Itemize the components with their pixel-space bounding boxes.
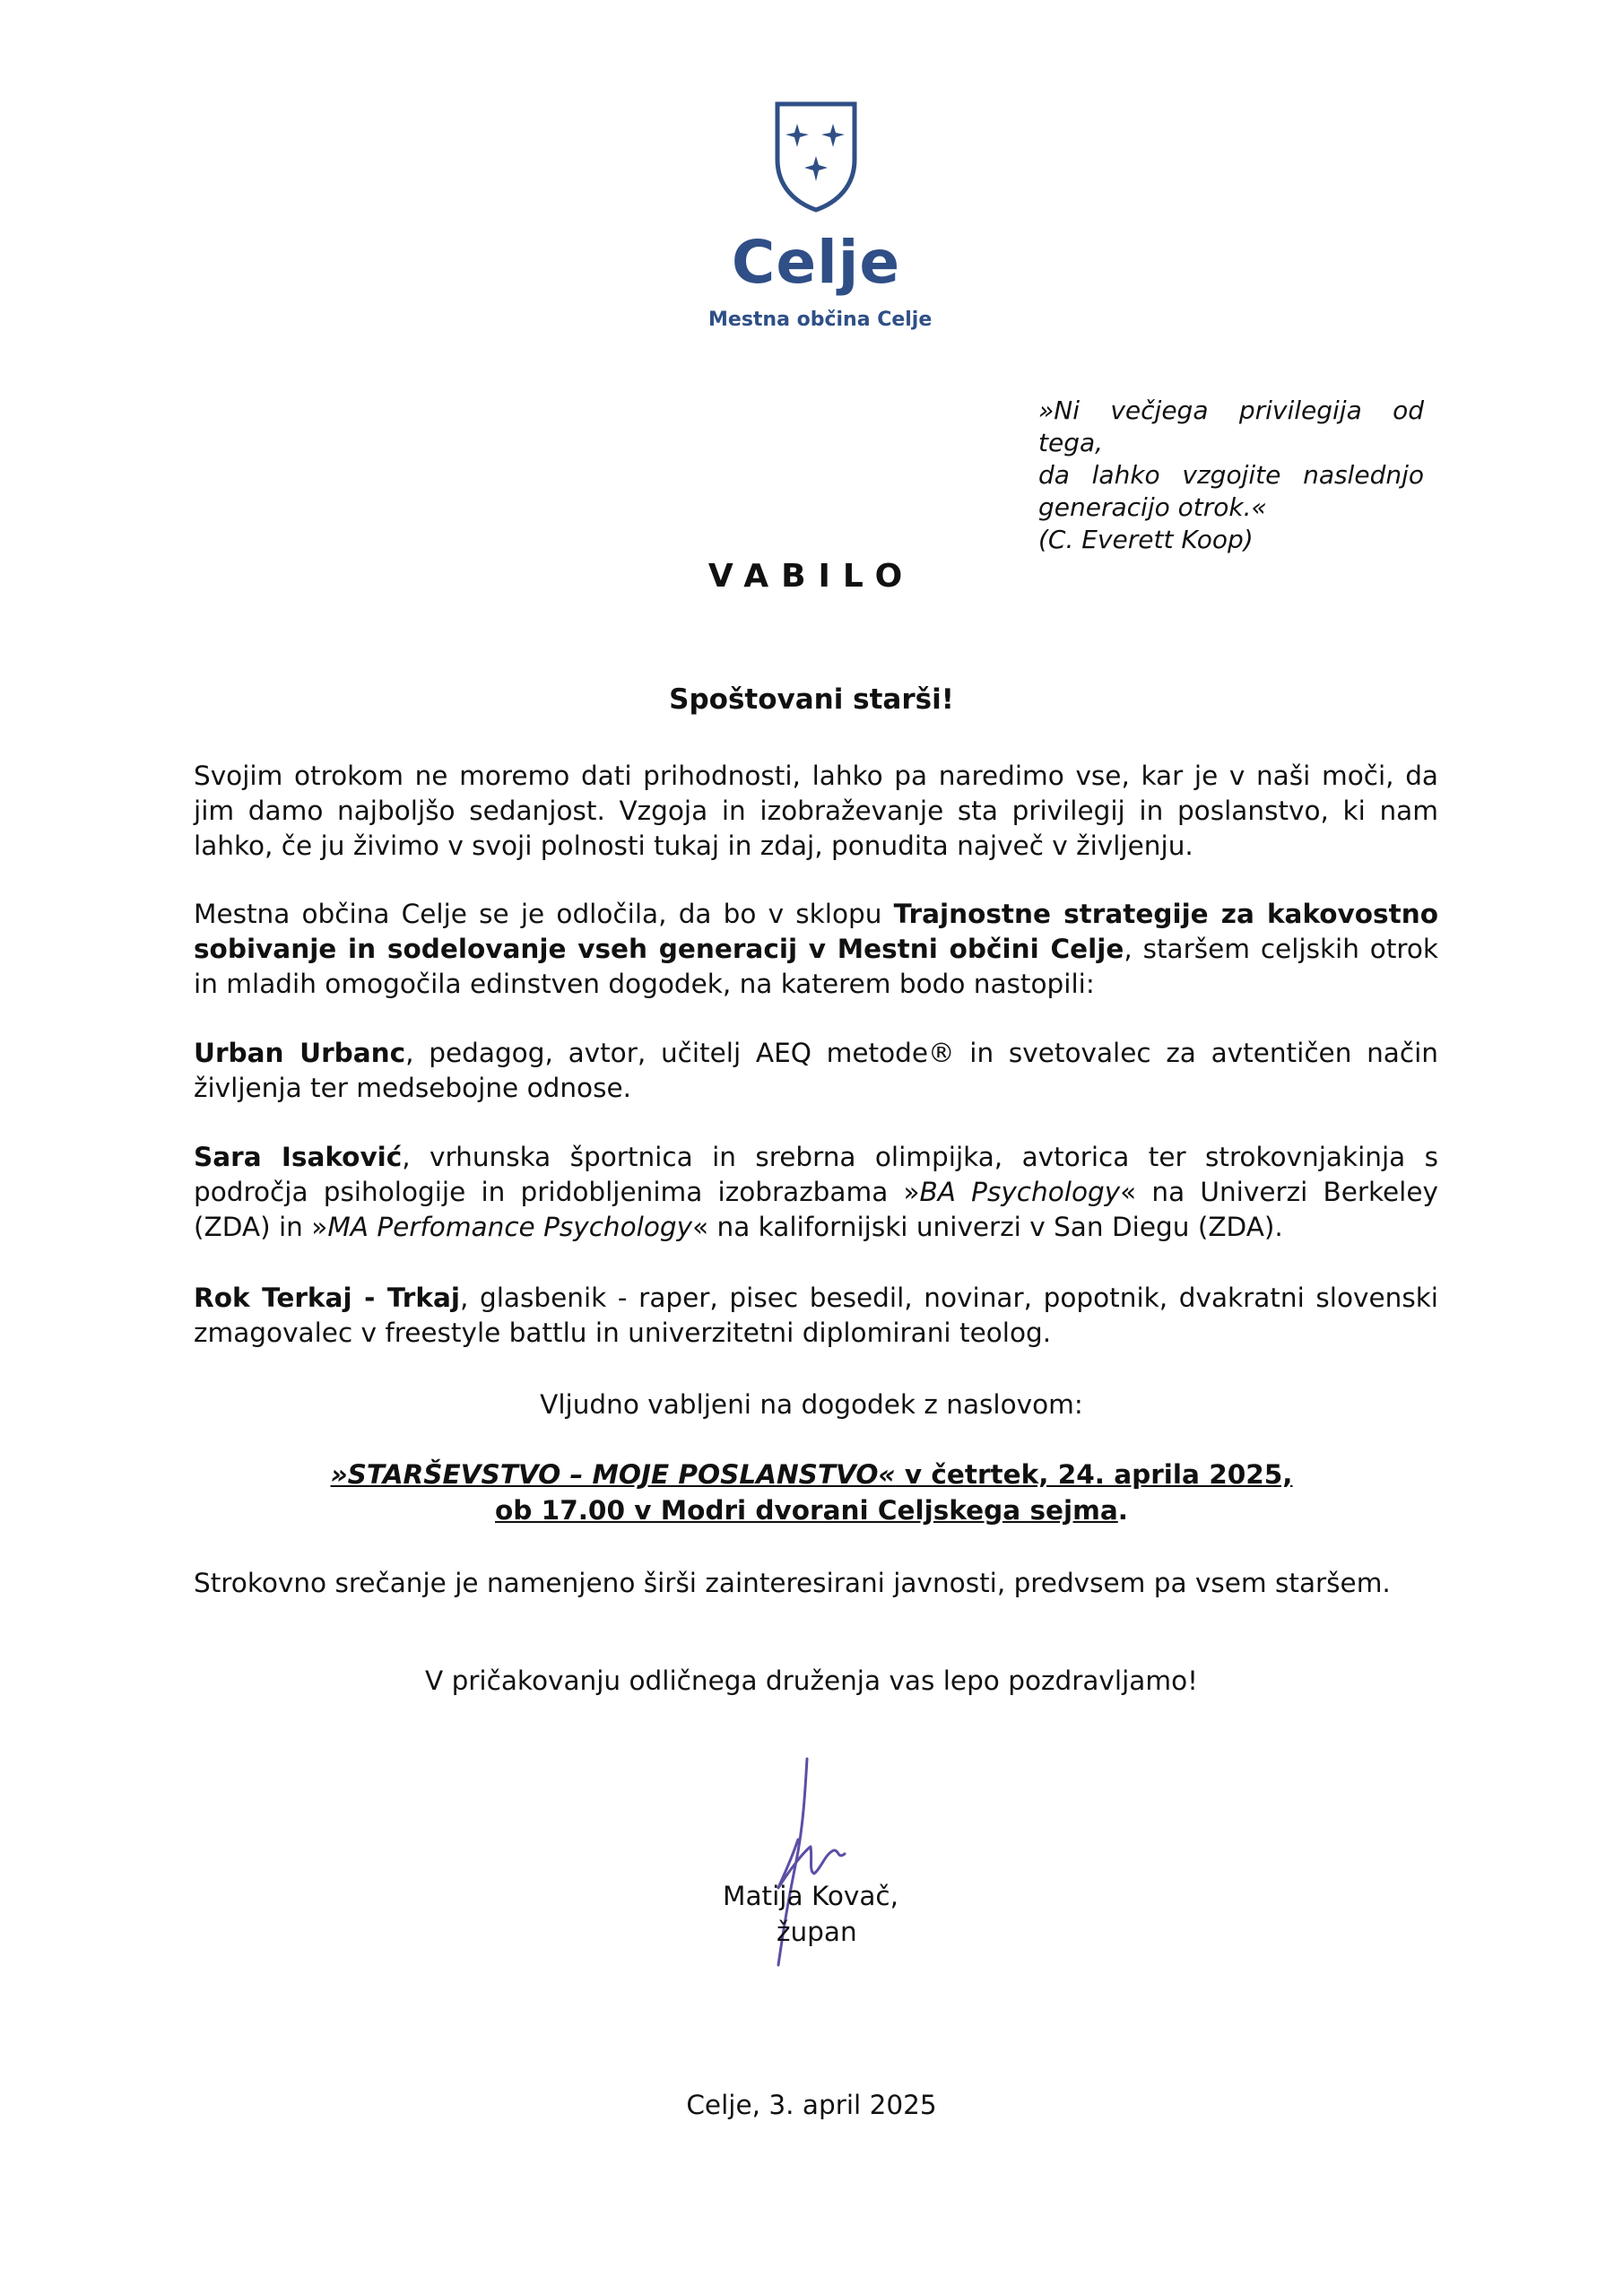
- logo-wordmark: Celje: [731, 228, 901, 297]
- event-details: [0, 1457, 1623, 1528]
- municipality-logo: [708, 100, 933, 331]
- speaker-description: , vrhunska športnica in srebrna olimpijka, avtorica ter strokovnjakinja s področja psihologije in pridobljenima izobrazbama »: [194, 1142, 1439, 1207]
- degree-title: MA Perfomance Psychology: [327, 1212, 693, 1242]
- quote-line: da lahko vzgojite naslednjo: [1038, 460, 1424, 490]
- invite-line: Vljudno vabljeni na dogodek z naslovom:: [540, 1389, 1083, 1420]
- speaker-description: « na Univerzi Berkeley (ZDA) in »: [194, 1177, 1438, 1242]
- quote-author: (C. Everett Koop): [1038, 525, 1254, 554]
- signer-block: [723, 1878, 898, 1950]
- coat-of-arms-three-stars-icon: [774, 100, 858, 213]
- quote-line: »Ni večjega privilegija od tega,: [1038, 396, 1424, 457]
- audience-paragraph: Strokovno srečanje je namenjeno širši zainteresirani javnosti, predvsem pa vsem staršem.: [194, 1568, 1391, 1598]
- speaker-name: Rok Terkaj - Trkaj: [194, 1283, 460, 1313]
- speaker-description: « na kalifornijski univerzi v San Diegu (ZDA).: [692, 1212, 1283, 1242]
- speaker-urban-urbanc: [194, 1036, 1438, 1106]
- speaker-description: , pedagog, avtor, učitelj AEQ metode® in svetovalec za avtentičen način življenja ter medsebojne odnose.: [194, 1038, 1439, 1103]
- speaker-name: Urban Urbanc: [194, 1038, 406, 1068]
- signer-role: župan: [777, 1917, 857, 1947]
- intro-paragraph: Svojim otrokom ne moremo dati prihodnosti, lahko pa naredimo vse, kar je v naši moči, da jim damo najboljšo sedanjost. Vzgoja in izobraževanje sta privilegij in poslanstvo, ki nam lahko, če ju živimo v svoji polnosti tukaj in zdaj, ponudita največ v življenju.: [194, 761, 1438, 861]
- speaker-name: Sara Isaković: [194, 1142, 403, 1172]
- event-end: .: [1117, 1495, 1128, 1526]
- place-and-date: Celje, 3. april 2025: [686, 2090, 937, 2120]
- speaker-rok-terkaj: [194, 1281, 1438, 1351]
- salutation: Spoštovani starši!: [669, 683, 954, 716]
- signer-name: Matija Kovač,: [723, 1881, 898, 1911]
- paragraph-text: , staršem celjskih otrok in mladih omogočila edinstven dogodek, na katerem bodo nastopili:: [194, 934, 1438, 999]
- speaker-description: , glasbenik - raper, pisec besedil, novinar, popotnik, dvakratni slovenski zmagovalec v freestyle battlu in univerzitetni diplomirani teolog.: [194, 1283, 1438, 1348]
- strategy-name: Trajnostne strategije za kakovostno sobivanje in sodelovanje vseh generacij v Mestni občini Celje: [194, 899, 1438, 964]
- epigraph-quote: [1038, 395, 1424, 556]
- event-title: »STARŠEVSTVO – MOJE POSLANSTVO«: [330, 1459, 896, 1490]
- degree-title: BA Psychology: [919, 1177, 1121, 1207]
- event-location: ob 17.00 v Modri dvorani Celjskega sejma: [495, 1495, 1118, 1526]
- event-date: v četrtek, 24. aprila 2025,: [895, 1459, 1293, 1490]
- speaker-sara-isakovic: [194, 1140, 1438, 1245]
- document-title: VABILO: [707, 558, 916, 595]
- closing-line: V pričakovanju odličnega druženja vas lepo pozdravljamo!: [425, 1665, 1198, 1696]
- quote-line: generacijo otrok.«: [1038, 492, 1267, 522]
- logo-subtitle: Mestna občina Celje: [708, 309, 933, 331]
- paragraph-text: Mestna občina Celje se je odločila, da bo v sklopu: [194, 899, 894, 929]
- strategy-paragraph: [194, 897, 1438, 1002]
